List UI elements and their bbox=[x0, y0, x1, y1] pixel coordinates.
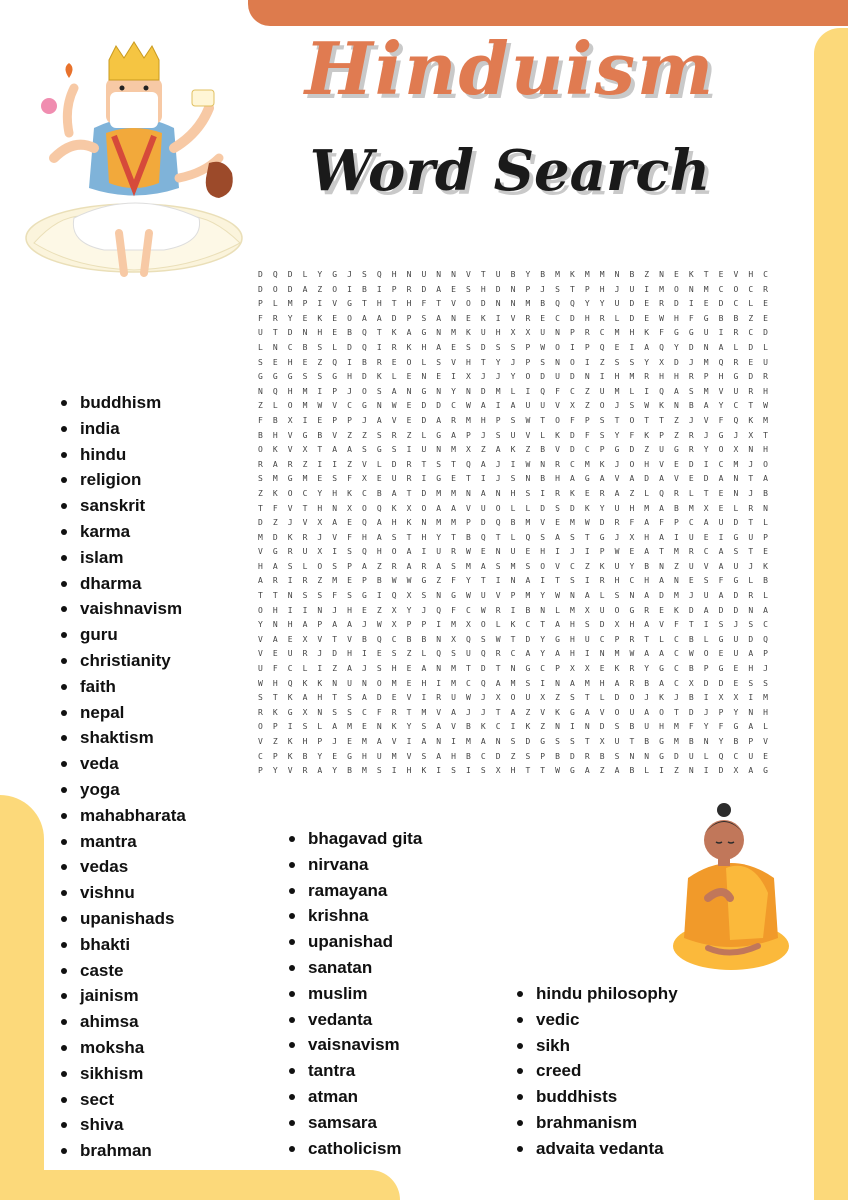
word-list-item: advaita vedanta bbox=[514, 1136, 678, 1162]
word-list-item: buddhism bbox=[58, 390, 186, 416]
bottom-accent-strip bbox=[0, 1170, 400, 1200]
grid-row: U F C L I Z A J S H E A N M T D T N G C P X X E K R Y G C B P G E H J bbox=[258, 664, 768, 674]
grid-row: S E H E Z Q I B R E O L S V H T Y J P S N O I Z S S Y X D J M Q R E U bbox=[258, 357, 768, 367]
grid-row: N Q H M I P J O S A N G N Y N D M L I Q F C Z U M L I Q A S M V U R H bbox=[258, 386, 768, 396]
word-list-item: sikhism bbox=[58, 1061, 186, 1087]
word-list-item: brahmanism bbox=[514, 1110, 678, 1136]
grid-row: D Z J V X A E Q A H K N M M P D Q B M V E M W D R F A F P C A U D T L bbox=[258, 518, 768, 528]
grid-row: S T K A H T S A D E V I R U W J X O U X Z S T L D O J K J B I X X I M bbox=[258, 693, 768, 703]
word-list-item: moksha bbox=[58, 1035, 186, 1061]
word-list-item: jainism bbox=[58, 983, 186, 1009]
word-list-item: guru bbox=[58, 622, 186, 648]
word-list-item: nirvana bbox=[286, 852, 422, 878]
word-list-item: vaishnavism bbox=[58, 596, 186, 622]
page-subtitle: Word Search bbox=[309, 138, 711, 204]
word-list-item: yoga bbox=[58, 777, 186, 803]
word-list-item: vishnu bbox=[58, 880, 186, 906]
grid-row: P L M P I V G T H T H F T V O D N N M B Q Q Y Y U D E R D I E D C L E bbox=[258, 299, 768, 309]
word-list-item: catholicism bbox=[286, 1136, 422, 1162]
grid-row: Z K O C Y H K C B A T D M M N A N H S I R K E R A Z L Q R L T E N J B bbox=[258, 488, 768, 498]
grid-row: Z L O M W V C G N W E D D C W A I A U U V X Z O J S W K N B A Y C T W bbox=[258, 401, 768, 411]
word-list-item: shaktism bbox=[58, 725, 186, 751]
word-list-item: atman bbox=[286, 1084, 422, 1110]
word-list-item: christianity bbox=[58, 648, 186, 674]
word-list-item: muslim bbox=[286, 981, 422, 1007]
grid-row: G G G S S G H D K L E N E I X J J Y O D U D N I H M R H H R P H G D R bbox=[258, 372, 768, 382]
word-list-item: religion bbox=[58, 467, 186, 493]
grid-row: D Q D L Y G J S Q H N U N N V T U B Y B M K M M N B Z N E K T E V H C bbox=[258, 270, 768, 279]
word-list-item: upanishad bbox=[286, 929, 422, 955]
word-list-item: ramayana bbox=[286, 878, 422, 904]
word-list-item: bhakti bbox=[58, 932, 186, 958]
word-list-item: buddhists bbox=[514, 1084, 678, 1110]
grid-row: L N C B S L D Q I R K H A E S D S S P W O I P Q E I A Q Y D N A L D L bbox=[258, 342, 768, 352]
grid-row: T T N S S F S G I Q X S N G W U V P M Y W N A L S N A D M J U A D R L bbox=[258, 591, 768, 601]
grid-row: P Y V R A Y B M S I H K I S I S X H T T W G A Z A B L I Z N I D X A G bbox=[258, 766, 768, 776]
word-list-item: ahimsa bbox=[58, 1009, 186, 1035]
word-list-item: sikh bbox=[514, 1033, 678, 1059]
grid-row: Y N H A P A A J W X P P I M X O L K C T A H S D X H A V F T I S J S C bbox=[258, 620, 768, 630]
word-list-item: creed bbox=[514, 1058, 678, 1084]
grid-row: V G R U X I S Q H O A I U R W E N U E H I J I P W E A T M R C A S T E bbox=[258, 547, 768, 557]
grid-row: D O D A Z O I B I P R D A E S H D N P J S T P H J U I M O N M C O C R bbox=[258, 284, 768, 294]
grid-row: W H Q K K N U N O M E H I M C Q A M S I N A M H A R B A C X D D E S S bbox=[258, 678, 768, 688]
grid-row: O P I S L A M E N K Y S A V B K C I K Z N I N D S B U H M F Y F G A L bbox=[258, 722, 768, 732]
page-title: Hinduism bbox=[304, 26, 716, 111]
word-search-grid bbox=[258, 268, 768, 779]
word-list-column-1 bbox=[58, 390, 186, 1164]
word-list-item: sect bbox=[58, 1087, 186, 1113]
top-accent-band bbox=[248, 0, 848, 26]
word-list-item: brahman bbox=[58, 1138, 186, 1164]
left-accent-strip bbox=[0, 795, 44, 1200]
grid-row: U T D N H E B Q T K A G N M K U H X X U N P R C M H K F G G U I R C D bbox=[258, 328, 768, 338]
word-list-item: veda bbox=[58, 751, 186, 777]
word-list-item: dharma bbox=[58, 571, 186, 597]
word-list-item: krishna bbox=[286, 903, 422, 929]
word-list-column-3 bbox=[514, 981, 678, 1162]
word-list-item: vedic bbox=[514, 1007, 678, 1033]
word-list-item: vedas bbox=[58, 854, 186, 880]
grid-row: V A E X V T V B Q C B B N X Q S W T D Y G H U C P R T L C B L G U D Q bbox=[258, 634, 768, 644]
word-list-item: bhagavad gita bbox=[286, 826, 422, 852]
word-list-item: shiva bbox=[58, 1112, 186, 1138]
word-list-item: hindu philosophy bbox=[514, 981, 678, 1007]
grid-row: O K V X T A A S G S I U N M X Z A K Z B V D C P G D Z U G R Y O X N H bbox=[258, 445, 768, 455]
grid-row: A R I R Z M E P B W W G Z F Y T I N A I T S I R H C H A N E S F G L B bbox=[258, 576, 768, 586]
grid-row: T F V T H N X O Q K X O A A V U O L L D S D K Y U H M A B M X E L R N bbox=[258, 503, 768, 513]
brahma-deity-icon bbox=[14, 38, 260, 288]
word-list-item: vaisnavism bbox=[286, 1032, 422, 1058]
word-list-item: faith bbox=[58, 674, 186, 700]
grid-row: O H I I N J H E Z X Y J Q F C W R I B N L M X U O G R E K D A D D N A bbox=[258, 605, 768, 615]
grid-row: F R Y E K E O A A D P S A N E K I V R E C D H R L D E W H F G B B Z E bbox=[258, 313, 768, 323]
grid-row: M D K R J V F H A S T H Y T B Q T L Q S A S T G J X H A I U E I G U P bbox=[258, 532, 768, 542]
word-list-item: tantra bbox=[286, 1058, 422, 1084]
word-list-item: islam bbox=[58, 545, 186, 571]
grid-row: R K G X N S S C F R T M V A J J T A Z V K G A V O U A O T D J P Y N H bbox=[258, 707, 768, 717]
grid-row: V E U R J D H I E S Z L Q S U Q R C A Y A H I N M W A A C W O E U A P bbox=[258, 649, 768, 659]
grid-row: C P K B Y E G H U M V S A H B C D Z S P B D R B S N N G D U L Q C U E bbox=[258, 751, 768, 761]
word-list-item: sanatan bbox=[286, 955, 422, 981]
word-list-item: sanskrit bbox=[58, 493, 186, 519]
word-list-item: india bbox=[58, 416, 186, 442]
right-accent-strip bbox=[814, 28, 848, 1200]
meditating-monk-icon bbox=[668, 798, 794, 978]
word-list-item: caste bbox=[58, 958, 186, 984]
grid-row: V Z K H P J E M A V I A N I M A N S D G S S T X U T B G M B N Y B P V bbox=[258, 737, 768, 746]
word-list-item: samsara bbox=[286, 1110, 422, 1136]
grid-row: H A S L O S P A Z R A R A S M A S M S O V C Z K U Y B N Z U V A U J K bbox=[258, 561, 768, 571]
word-list-item: karma bbox=[58, 519, 186, 545]
word-list-item: nepal bbox=[58, 700, 186, 726]
word-list-item: mahabharata bbox=[58, 803, 186, 829]
grid-row: F B X I E P P J A V E D A R M H P S W T O F P S T O T T Z J V F Q K M bbox=[258, 415, 768, 425]
grid-row: R A R Z I I Z V L D R T S T Q A J I W N R C M K J O H V E D I C M J O bbox=[258, 459, 768, 469]
word-list-item: vedanta bbox=[286, 1007, 422, 1033]
grid-row: B H V G B V Z Z S R Z L G A P J S U V L K D F S Y F K P Z R J G J X T bbox=[258, 430, 768, 440]
grid-row: S M G M E S F X E U R I G E T I J S N B H A G A V A D A V E D A N T A bbox=[258, 474, 768, 484]
word-list-item: mantra bbox=[58, 829, 186, 855]
word-list-item: hindu bbox=[58, 442, 186, 468]
word-list-item: upanishads bbox=[58, 906, 186, 932]
word-list-column-2 bbox=[286, 826, 422, 1161]
